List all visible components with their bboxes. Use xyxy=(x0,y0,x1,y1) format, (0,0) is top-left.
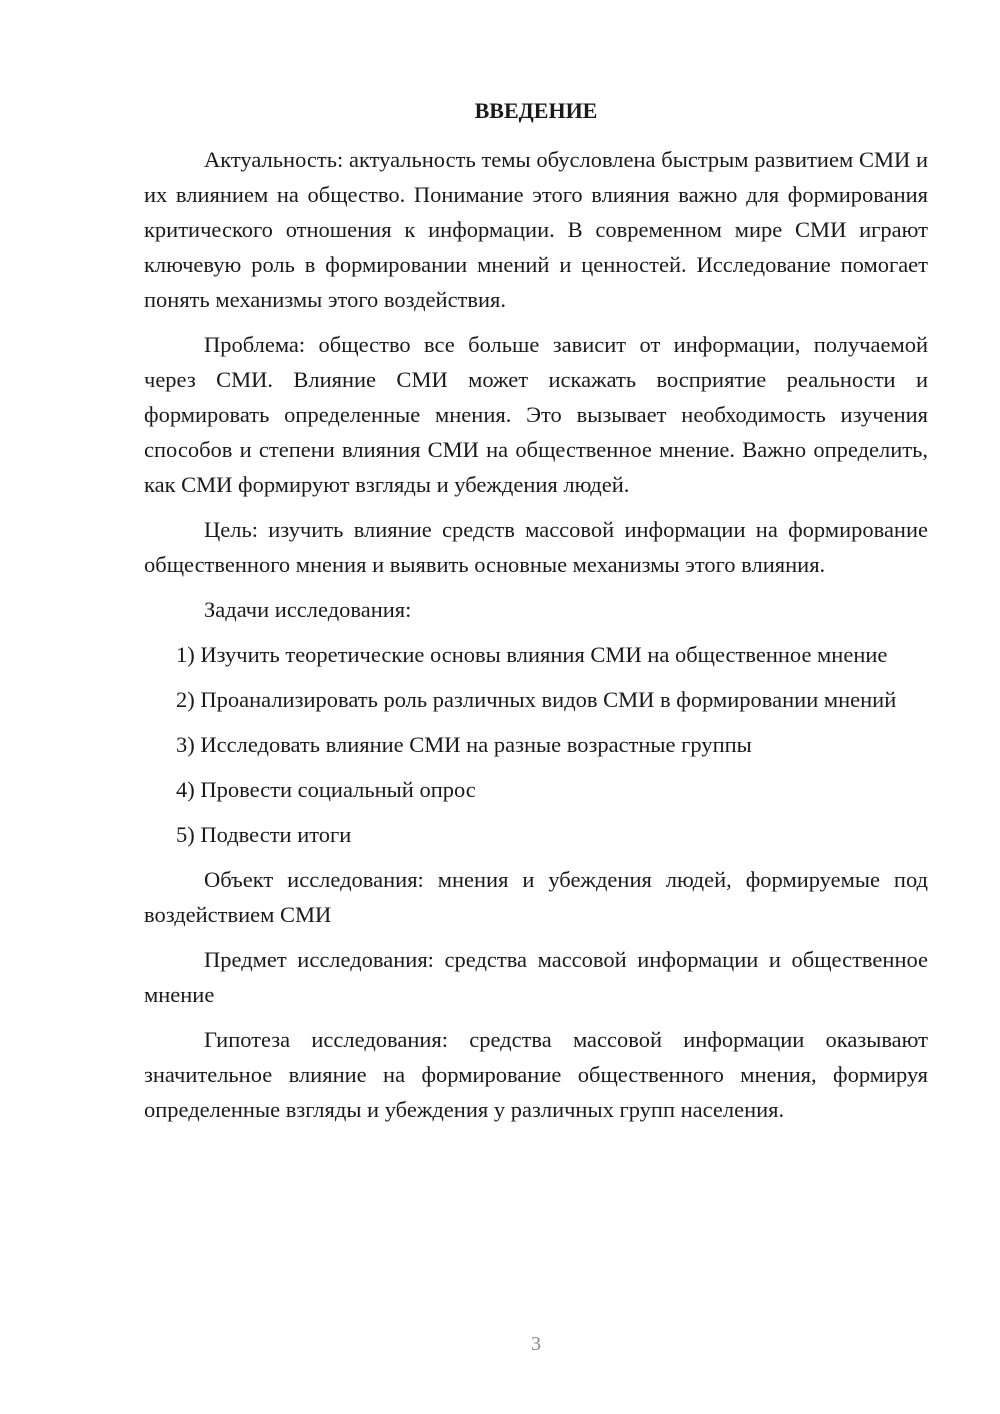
page-content xyxy=(144,96,928,1137)
task-item: 4) Провести социальный опрос xyxy=(176,777,476,802)
task-item: 2) Проанализировать роль различных видов СМИ в формировании мнений xyxy=(176,687,897,712)
problem-paragraph: Проблема: общество все больше зависит от информации, получаемой через СМИ. Влияние СМИ может искажать восприятие реальности и формировать определенные мнения. Это вызывает необходимость изучения способов и степени влияния СМИ на общественное мнение. Важно определить, как СМИ формируют взгляды и убеждения людей. xyxy=(144,332,928,497)
task-item: 1) Изучить теоретические основы влияния СМИ на общественное мнение xyxy=(176,642,888,667)
task-item: 3) Исследовать влияние СМИ на разные возрастные группы xyxy=(176,732,752,757)
page-number: 3 xyxy=(531,1333,541,1355)
tasks-list xyxy=(144,637,928,852)
relevance-paragraph: Актуальность: актуальность темы обусловлена быстрым развитием СМИ и их влиянием на общество. Понимание этого влияния важно для формирования критического отношения к информации. В современном мире СМИ играют ключевую роль в формировании мнений и ценностей. Исследование помогает понять механизмы этого воздействия. xyxy=(144,147,928,312)
hypothesis-paragraph: Гипотеза исследования: средства массовой информации оказывают значительное влияние на формирование общественного мнения, формируя определенные взгляды и убеждения у различных групп населения. xyxy=(144,1027,928,1122)
task-item: 5) Подвести итоги xyxy=(176,822,352,847)
goal-paragraph: Цель: изучить влияние средств массовой информации на формирование общественного мнения и выявить основные механизмы этого влияния. xyxy=(144,517,928,577)
object-paragraph: Объект исследования: мнения и убеждения людей, формируемые под воздействием СМИ xyxy=(144,867,928,927)
tasks-title: Задачи исследования: xyxy=(204,597,412,622)
subject-paragraph: Предмет исследования: средства массовой информации и общественное мнение xyxy=(144,947,928,1007)
section-heading: ВВЕДЕНИЕ xyxy=(474,98,598,123)
